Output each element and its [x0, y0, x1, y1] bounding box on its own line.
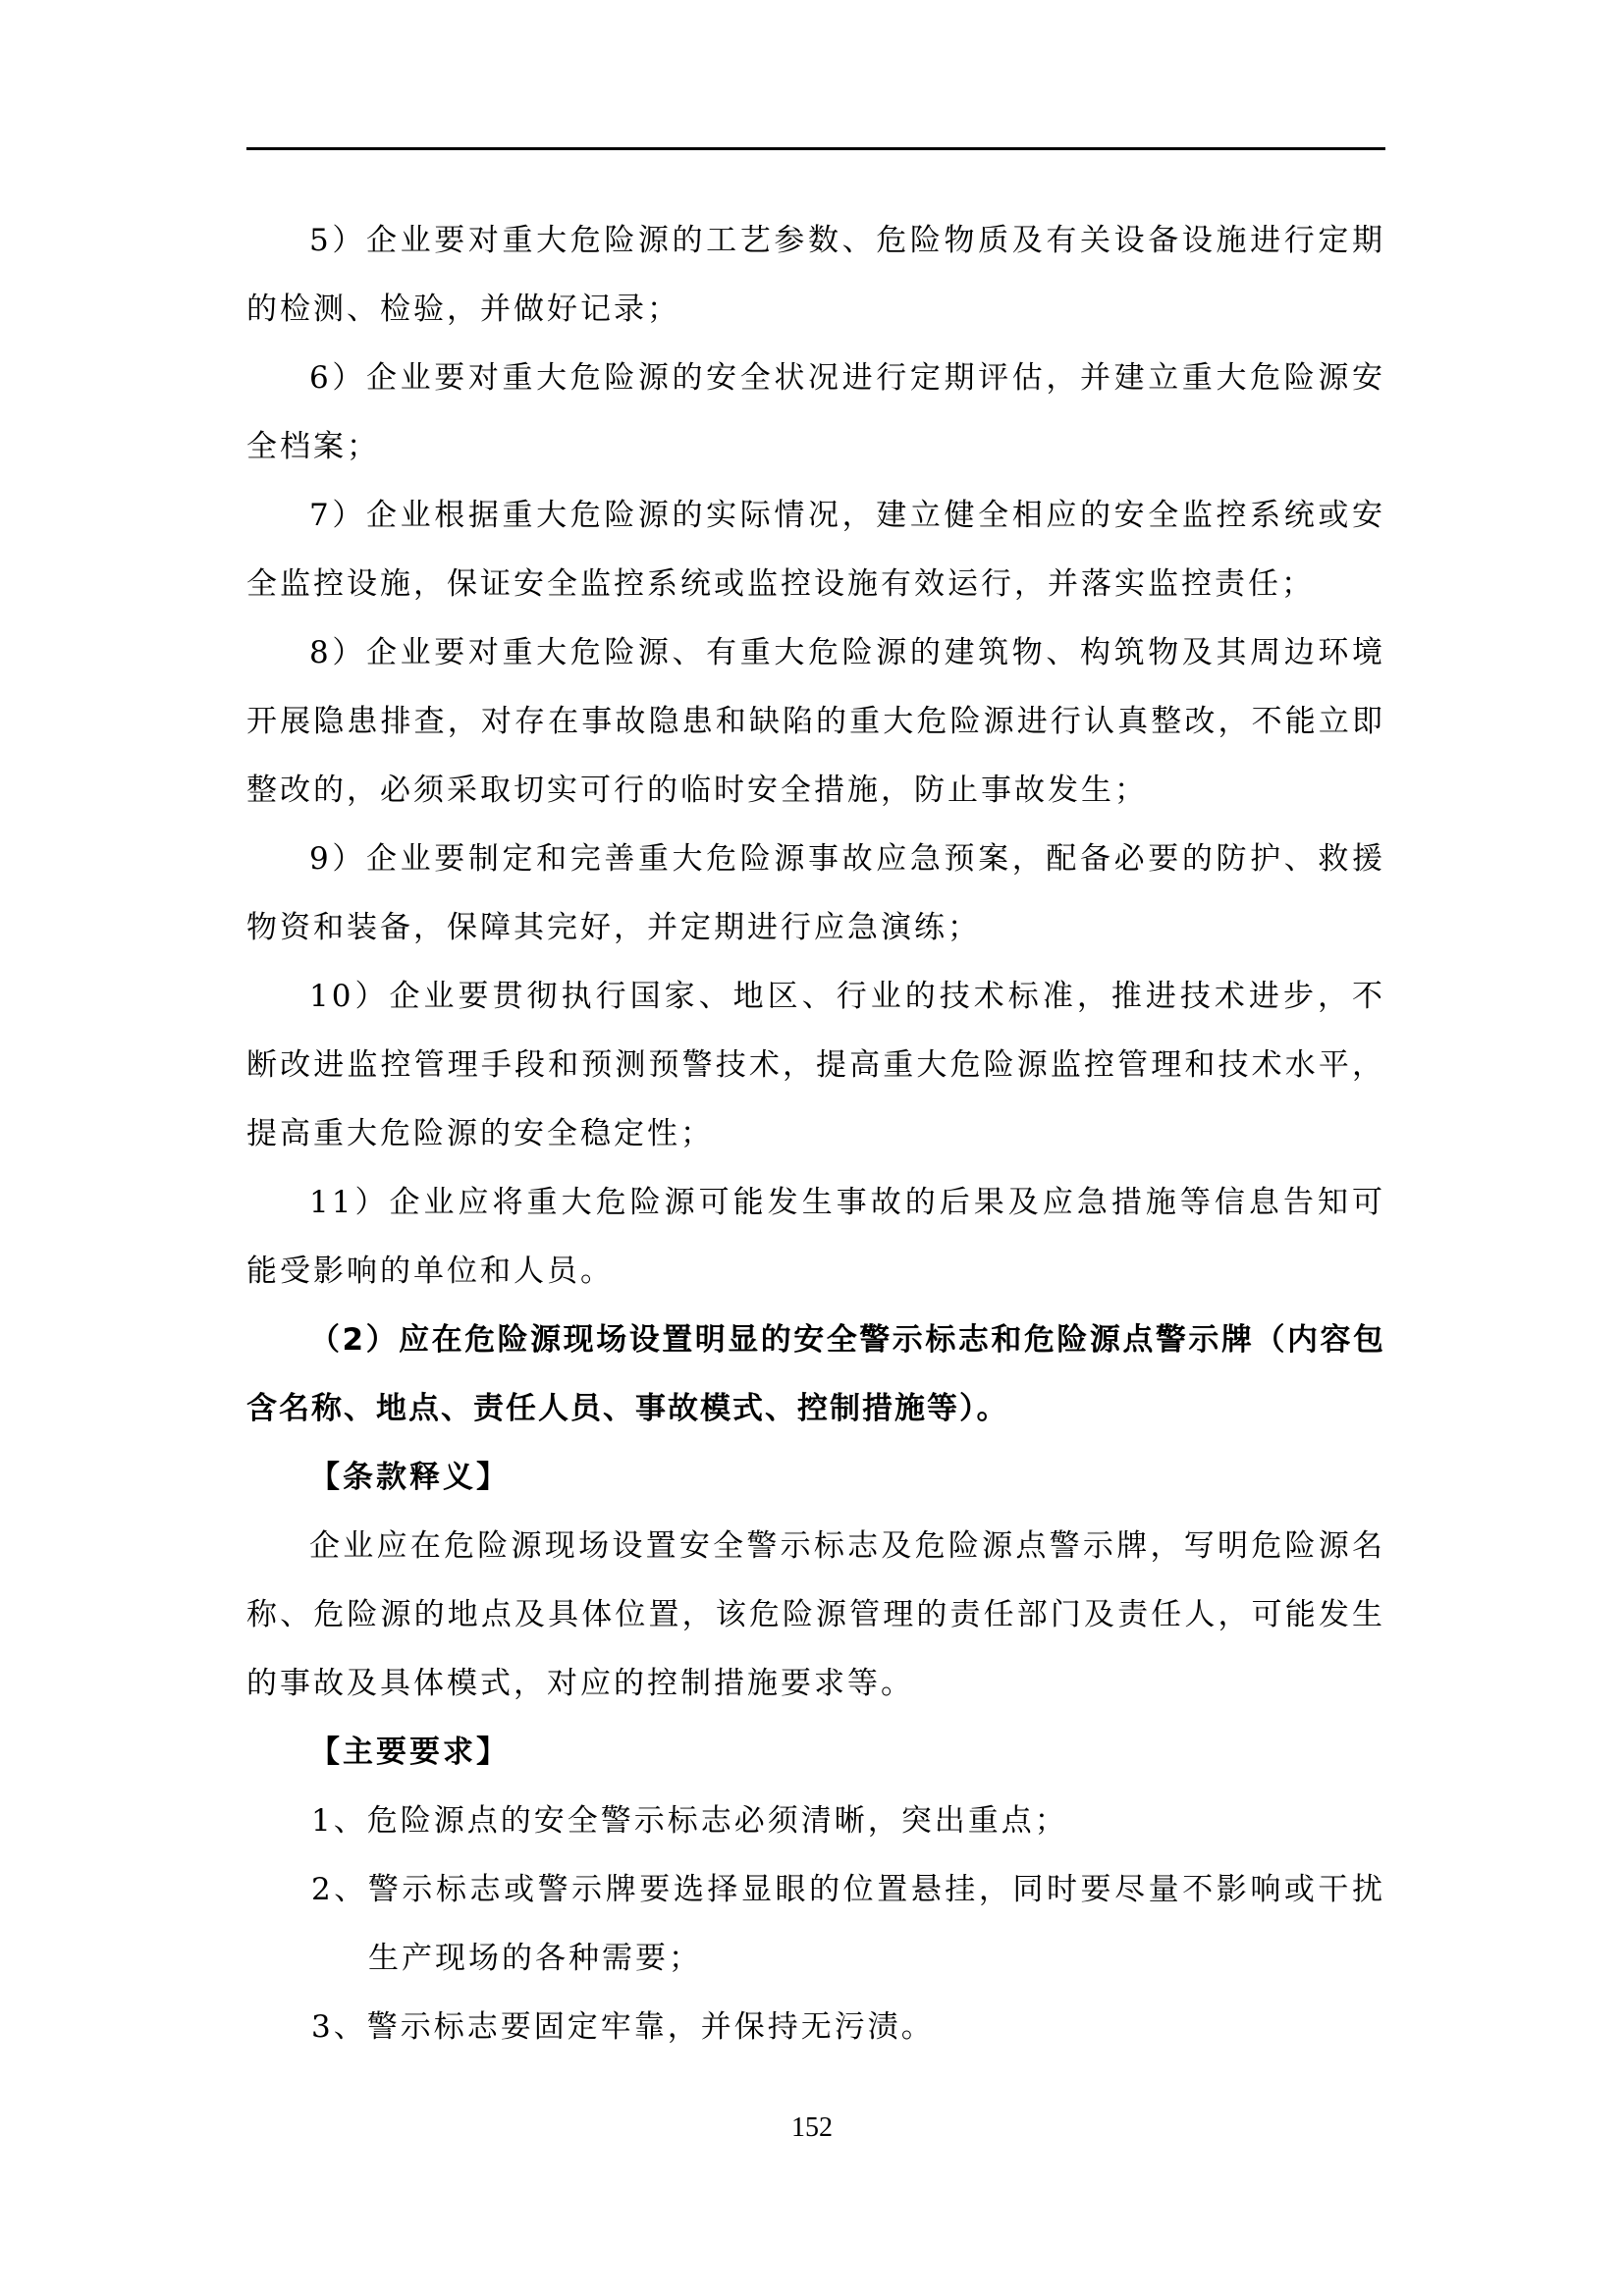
- interpretation-body: 企业应在危险源现场设置安全警示标志及危险源点警示牌，写明危险源名称、危险源的地点及具体位置，该危险源管理的责任部门及责任人，可能发生的事故及具体模式，对应的控制措施要求等。: [246, 1528, 1385, 1701]
- requirements-heading: 【主要要求】: [309, 1735, 510, 1770]
- paragraph-item-9: 9）企业要制定和完善重大危险源事故应急预案，配备必要的防护、救援物资和装备，保障其完好，并定期进行应急演练；: [246, 841, 1385, 945]
- requirement-item-3: 3、警示标志要固定牢靠，并保持无污渍。: [311, 2009, 935, 2045]
- paragraph-item-8: 8）企业要对重大危险源、有重大危险源的建筑物、构筑物及其周边环境开展隐患排查，对存在事故隐患和缺陷的重大危险源进行认真整改，不能立即整改的，必须采取切实可行的临时安全措施，防止事故发生；: [246, 635, 1385, 808]
- paragraph-item-5: 5）企业要对重大危险源的工艺参数、危险物质及有关设备设施进行定期的检测、检验，并做好记录；: [246, 223, 1385, 327]
- paragraph-item-7: 7）企业根据重大危险源的实际情况，建立健全相应的安全监控系统或安全监控设施，保证安全监控系统或监控设施有效运行，并落实监控责任；: [246, 498, 1385, 602]
- page-content: [246, 206, 1385, 2061]
- interpretation-heading: 【条款释义】: [309, 1460, 510, 1495]
- header-rule: [246, 147, 1385, 150]
- requirement-item-2: 2、警示标志或警示牌要选择显眼的位置悬挂，同时要尽量不影响或干扰生产现场的各种需要；: [311, 1872, 1385, 1976]
- page-number: 152: [791, 2112, 833, 2143]
- paragraph-item-11: 11）企业应将重大危险源可能发生事故的后果及应急措施等信息告知可能受影响的单位和人员。: [246, 1185, 1385, 1289]
- paragraph-item-6: 6）企业要对重大危险源的安全状况进行定期评估，并建立重大危险源安全档案；: [246, 360, 1385, 464]
- clause-2-heading: （2）应在危险源现场设置明显的安全警示标志和危险源点警示牌（内容包含名称、地点、责任人员、事故模式、控制措施等）。: [246, 1322, 1385, 1426]
- paragraph-item-10: 10）企业要贯彻执行国家、地区、行业的技术标准，推进技术进步，不断改进监控管理手段和预测预警技术，提高重大危险源监控管理和技术水平，提高重大危险源的安全稳定性；: [246, 979, 1385, 1151]
- requirement-item-1: 1、危险源点的安全警示标志必须清晰，突出重点；: [311, 1803, 1068, 1839]
